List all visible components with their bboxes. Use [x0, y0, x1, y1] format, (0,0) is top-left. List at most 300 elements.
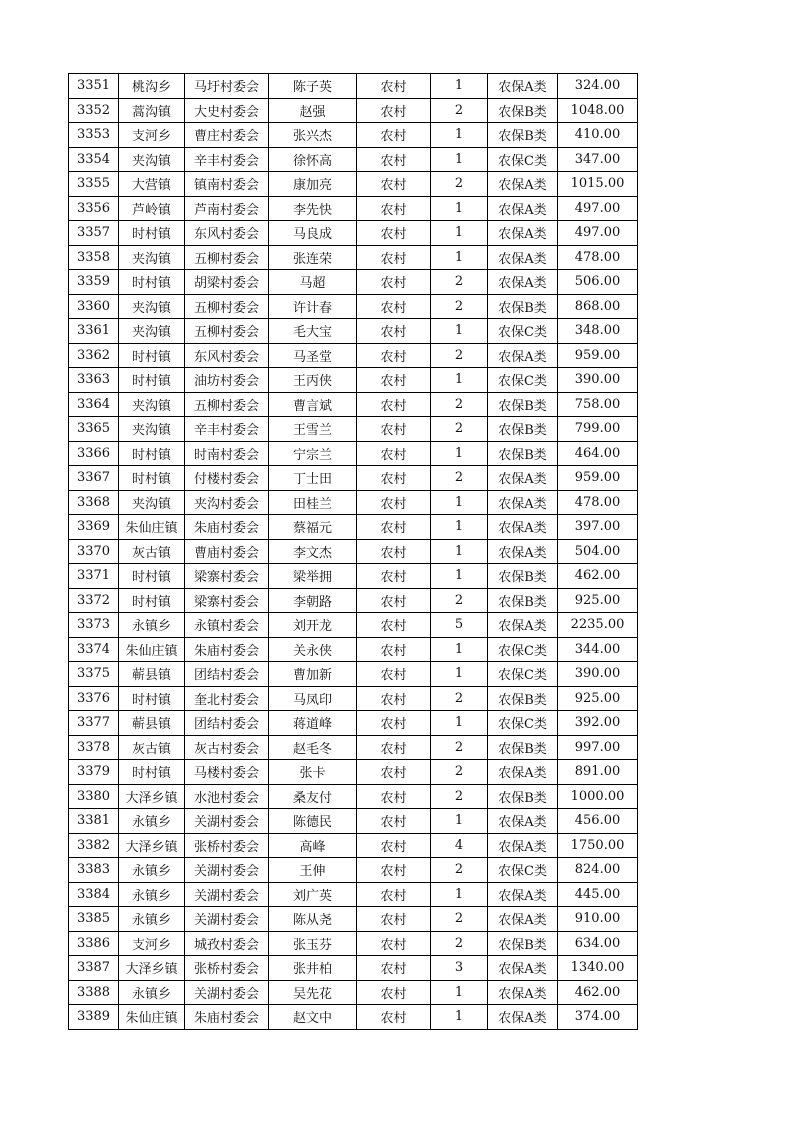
village-committee-cell: 时南村委会: [185, 441, 269, 466]
village-committee-cell: 关湖村委会: [185, 882, 269, 907]
person-name-cell: 王伸: [269, 858, 357, 883]
person-name-cell: 张井柏: [269, 956, 357, 981]
household-count-cell: 1: [431, 539, 488, 564]
village-committee-cell: 关湖村委会: [185, 858, 269, 883]
person-name-cell: 陈德民: [269, 809, 357, 834]
record-number-cell: 3389: [69, 1005, 119, 1030]
amount-cell: 392.00: [558, 711, 638, 736]
record-number-cell: 3374: [69, 637, 119, 662]
household-count-cell: 2: [431, 417, 488, 442]
person-name-cell: 吴先花: [269, 980, 357, 1005]
residence-type-cell: 农村: [357, 858, 431, 883]
table-row: [69, 147, 638, 172]
person-name-cell: 赵毛冬: [269, 735, 357, 760]
record-number-cell: 3356: [69, 196, 119, 221]
town-cell: 永镇乡: [119, 907, 185, 932]
table-row: [69, 760, 638, 785]
town-cell: 时村镇: [119, 441, 185, 466]
amount-cell: 462.00: [558, 564, 638, 589]
residence-type-cell: 农村: [357, 613, 431, 638]
residence-type-cell: 农村: [357, 784, 431, 809]
household-count-cell: 2: [431, 907, 488, 932]
table-row: [69, 539, 638, 564]
table-row: [69, 711, 638, 736]
household-count-cell: 1: [431, 564, 488, 589]
town-cell: 朱仙庄镇: [119, 637, 185, 662]
table-row: [69, 882, 638, 907]
household-count-cell: 2: [431, 686, 488, 711]
household-count-cell: 2: [431, 270, 488, 295]
record-number-cell: 3384: [69, 882, 119, 907]
person-name-cell: 蔡福元: [269, 515, 357, 540]
amount-cell: 997.00: [558, 735, 638, 760]
household-count-cell: 2: [431, 343, 488, 368]
insurance-category-cell: 农保A类: [488, 760, 558, 785]
amount-cell: 506.00: [558, 270, 638, 295]
insurance-category-cell: 农保B类: [488, 441, 558, 466]
household-count-cell: 5: [431, 613, 488, 638]
town-cell: 蕲县镇: [119, 711, 185, 736]
person-name-cell: 高峰: [269, 833, 357, 858]
household-count-cell: 1: [431, 711, 488, 736]
record-number-cell: 3382: [69, 833, 119, 858]
amount-cell: 344.00: [558, 637, 638, 662]
table-row: [69, 319, 638, 344]
household-count-cell: 1: [431, 196, 488, 221]
amount-cell: 910.00: [558, 907, 638, 932]
record-number-cell: 3365: [69, 417, 119, 442]
table-row: [69, 392, 638, 417]
residence-type-cell: 农村: [357, 662, 431, 687]
record-number-cell: 3358: [69, 245, 119, 270]
residence-type-cell: 农村: [357, 956, 431, 981]
town-cell: 时村镇: [119, 760, 185, 785]
table-row: [69, 98, 638, 123]
household-count-cell: 1: [431, 1005, 488, 1030]
insurance-category-cell: 农保B类: [488, 564, 558, 589]
table-row: [69, 172, 638, 197]
amount-cell: 348.00: [558, 319, 638, 344]
town-cell: 朱仙庄镇: [119, 1005, 185, 1030]
table-body: [69, 74, 638, 1030]
insurance-category-cell: 农保B类: [488, 98, 558, 123]
residence-type-cell: 农村: [357, 319, 431, 344]
table-row: [69, 221, 638, 246]
person-name-cell: 张卡: [269, 760, 357, 785]
residence-type-cell: 农村: [357, 123, 431, 148]
amount-cell: 2235.00: [558, 613, 638, 638]
table-row: [69, 637, 638, 662]
person-name-cell: 马良成: [269, 221, 357, 246]
record-number-cell: 3351: [69, 74, 119, 99]
residence-type-cell: 农村: [357, 196, 431, 221]
person-name-cell: 刘开龙: [269, 613, 357, 638]
town-cell: 时村镇: [119, 588, 185, 613]
person-name-cell: 宁宗兰: [269, 441, 357, 466]
amount-cell: 462.00: [558, 980, 638, 1005]
record-number-cell: 3367: [69, 466, 119, 491]
insurance-category-cell: 农保A类: [488, 1005, 558, 1030]
household-count-cell: 1: [431, 809, 488, 834]
insurance-category-cell: 农保C类: [488, 858, 558, 883]
amount-cell: 456.00: [558, 809, 638, 834]
town-cell: 时村镇: [119, 343, 185, 368]
person-name-cell: 徐怀高: [269, 147, 357, 172]
residence-type-cell: 农村: [357, 686, 431, 711]
record-number-cell: 3352: [69, 98, 119, 123]
amount-cell: 959.00: [558, 343, 638, 368]
household-count-cell: 1: [431, 221, 488, 246]
household-count-cell: 1: [431, 147, 488, 172]
residence-type-cell: 农村: [357, 1005, 431, 1030]
person-name-cell: 毛大宝: [269, 319, 357, 344]
town-cell: 时村镇: [119, 221, 185, 246]
table-row: [69, 368, 638, 393]
amount-cell: 504.00: [558, 539, 638, 564]
village-committee-cell: 东风村委会: [185, 343, 269, 368]
village-committee-cell: 朱庙村委会: [185, 637, 269, 662]
person-name-cell: 关永侠: [269, 637, 357, 662]
household-count-cell: 2: [431, 98, 488, 123]
record-number-cell: 3364: [69, 392, 119, 417]
residence-type-cell: 农村: [357, 245, 431, 270]
person-name-cell: 刘广英: [269, 882, 357, 907]
insurance-category-cell: 农保B类: [488, 686, 558, 711]
record-number-cell: 3354: [69, 147, 119, 172]
person-name-cell: 丁士田: [269, 466, 357, 491]
amount-cell: 758.00: [558, 392, 638, 417]
person-name-cell: 桑友付: [269, 784, 357, 809]
town-cell: 时村镇: [119, 368, 185, 393]
village-committee-cell: 团结村委会: [185, 711, 269, 736]
table-row: [69, 833, 638, 858]
amount-cell: 497.00: [558, 221, 638, 246]
amount-cell: 478.00: [558, 490, 638, 515]
town-cell: 时村镇: [119, 564, 185, 589]
insurance-category-cell: 农保A类: [488, 613, 558, 638]
residence-type-cell: 农村: [357, 74, 431, 99]
record-number-cell: 3383: [69, 858, 119, 883]
town-cell: 桃沟乡: [119, 74, 185, 99]
village-committee-cell: 付楼村委会: [185, 466, 269, 491]
insurance-category-cell: 农保B类: [488, 294, 558, 319]
person-name-cell: 陈从尧: [269, 907, 357, 932]
insurance-category-cell: 农保C类: [488, 711, 558, 736]
person-name-cell: 李先快: [269, 196, 357, 221]
amount-cell: 464.00: [558, 441, 638, 466]
insurance-category-cell: 农保A类: [488, 809, 558, 834]
village-committee-cell: 朱庙村委会: [185, 1005, 269, 1030]
person-name-cell: 田桂兰: [269, 490, 357, 515]
person-name-cell: 蒋道峰: [269, 711, 357, 736]
residence-type-cell: 农村: [357, 466, 431, 491]
record-number-cell: 3360: [69, 294, 119, 319]
insurance-category-cell: 农保C类: [488, 147, 558, 172]
table-row: [69, 809, 638, 834]
town-cell: 大营镇: [119, 172, 185, 197]
household-count-cell: 1: [431, 123, 488, 148]
amount-cell: 891.00: [558, 760, 638, 785]
village-committee-cell: 水池村委会: [185, 784, 269, 809]
residence-type-cell: 农村: [357, 907, 431, 932]
table-row: [69, 343, 638, 368]
amount-cell: 324.00: [558, 74, 638, 99]
household-count-cell: 2: [431, 760, 488, 785]
amount-cell: 410.00: [558, 123, 638, 148]
residence-type-cell: 农村: [357, 441, 431, 466]
table-row: [69, 980, 638, 1005]
household-count-cell: 2: [431, 466, 488, 491]
household-count-cell: 1: [431, 980, 488, 1005]
village-committee-cell: 曹庙村委会: [185, 539, 269, 564]
village-committee-cell: 关湖村委会: [185, 907, 269, 932]
village-committee-cell: 团结村委会: [185, 662, 269, 687]
record-number-cell: 3381: [69, 809, 119, 834]
table-row: [69, 907, 638, 932]
insurance-category-cell: 农保B类: [488, 784, 558, 809]
residence-type-cell: 农村: [357, 98, 431, 123]
person-name-cell: 马凤印: [269, 686, 357, 711]
residence-type-cell: 农村: [357, 564, 431, 589]
village-committee-cell: 东风村委会: [185, 221, 269, 246]
record-number-cell: 3378: [69, 735, 119, 760]
table-row: [69, 956, 638, 981]
insurance-category-cell: 农保A类: [488, 172, 558, 197]
insurance-category-cell: 农保A类: [488, 833, 558, 858]
residence-type-cell: 农村: [357, 711, 431, 736]
record-number-cell: 3379: [69, 760, 119, 785]
village-committee-cell: 张桥村委会: [185, 956, 269, 981]
insurance-category-cell: 农保B类: [488, 588, 558, 613]
insurance-category-cell: 农保A类: [488, 956, 558, 981]
village-committee-cell: 关湖村委会: [185, 809, 269, 834]
amount-cell: 478.00: [558, 245, 638, 270]
person-name-cell: 王雪兰: [269, 417, 357, 442]
town-cell: 永镇乡: [119, 809, 185, 834]
town-cell: 时村镇: [119, 466, 185, 491]
insurance-category-cell: 农保A类: [488, 539, 558, 564]
record-number-cell: 3355: [69, 172, 119, 197]
residence-type-cell: 农村: [357, 980, 431, 1005]
village-committee-cell: 关湖村委会: [185, 980, 269, 1005]
residence-type-cell: 农村: [357, 368, 431, 393]
village-committee-cell: 大史村委会: [185, 98, 269, 123]
table-row: [69, 564, 638, 589]
table-row: [69, 735, 638, 760]
village-committee-cell: 胡梁村委会: [185, 270, 269, 295]
town-cell: 朱仙庄镇: [119, 515, 185, 540]
table-row: [69, 784, 638, 809]
record-number-cell: 3372: [69, 588, 119, 613]
record-number-cell: 3370: [69, 539, 119, 564]
person-name-cell: 马超: [269, 270, 357, 295]
record-number-cell: 3368: [69, 490, 119, 515]
insurance-category-cell: 农保B类: [488, 123, 558, 148]
record-number-cell: 3386: [69, 931, 119, 956]
household-count-cell: 1: [431, 662, 488, 687]
amount-cell: 374.00: [558, 1005, 638, 1030]
amount-cell: 634.00: [558, 931, 638, 956]
record-number-cell: 3380: [69, 784, 119, 809]
village-committee-cell: 五柳村委会: [185, 294, 269, 319]
residence-type-cell: 农村: [357, 270, 431, 295]
insurance-category-cell: 农保B类: [488, 417, 558, 442]
household-count-cell: 2: [431, 392, 488, 417]
residence-type-cell: 农村: [357, 760, 431, 785]
household-count-cell: 2: [431, 294, 488, 319]
insurance-category-cell: 农保A类: [488, 907, 558, 932]
table-row: [69, 490, 638, 515]
amount-cell: 1340.00: [558, 956, 638, 981]
town-cell: 支河乡: [119, 123, 185, 148]
insurance-category-cell: 农保A类: [488, 196, 558, 221]
amount-cell: 824.00: [558, 858, 638, 883]
town-cell: 永镇乡: [119, 613, 185, 638]
record-number-cell: 3362: [69, 343, 119, 368]
record-number-cell: 3375: [69, 662, 119, 687]
residence-type-cell: 农村: [357, 172, 431, 197]
village-committee-cell: 张桥村委会: [185, 833, 269, 858]
household-count-cell: 1: [431, 368, 488, 393]
table-row: [69, 858, 638, 883]
table-row: [69, 245, 638, 270]
town-cell: 夹沟镇: [119, 147, 185, 172]
insurance-category-cell: 农保A类: [488, 466, 558, 491]
residence-type-cell: 农村: [357, 515, 431, 540]
record-number-cell: 3387: [69, 956, 119, 981]
person-name-cell: 梁举拥: [269, 564, 357, 589]
insurance-category-cell: 农保C类: [488, 319, 558, 344]
town-cell: 蕲县镇: [119, 662, 185, 687]
person-name-cell: 李朝路: [269, 588, 357, 613]
village-committee-cell: 镇南村委会: [185, 172, 269, 197]
town-cell: 永镇乡: [119, 980, 185, 1005]
insurance-category-cell: 农保C类: [488, 368, 558, 393]
residence-type-cell: 农村: [357, 490, 431, 515]
amount-cell: 497.00: [558, 196, 638, 221]
household-count-cell: 1: [431, 319, 488, 344]
household-count-cell: 1: [431, 74, 488, 99]
village-committee-cell: 曹庄村委会: [185, 123, 269, 148]
village-committee-cell: 梁寨村委会: [185, 564, 269, 589]
village-committee-cell: 梁寨村委会: [185, 588, 269, 613]
record-number-cell: 3353: [69, 123, 119, 148]
insurance-category-cell: 农保A类: [488, 343, 558, 368]
record-number-cell: 3363: [69, 368, 119, 393]
village-committee-cell: 奎北村委会: [185, 686, 269, 711]
table-row: [69, 466, 638, 491]
residence-type-cell: 农村: [357, 539, 431, 564]
insurance-category-cell: 农保A类: [488, 515, 558, 540]
residence-type-cell: 农村: [357, 882, 431, 907]
household-count-cell: 1: [431, 637, 488, 662]
village-committee-cell: 五柳村委会: [185, 245, 269, 270]
insurance-category-cell: 农保A类: [488, 74, 558, 99]
town-cell: 夹沟镇: [119, 392, 185, 417]
table-row: [69, 588, 638, 613]
household-count-cell: 2: [431, 735, 488, 760]
record-number-cell: 3371: [69, 564, 119, 589]
village-committee-cell: 辛丰村委会: [185, 417, 269, 442]
residence-type-cell: 农村: [357, 294, 431, 319]
village-committee-cell: 马圩村委会: [185, 74, 269, 99]
residence-type-cell: 农村: [357, 637, 431, 662]
record-number-cell: 3373: [69, 613, 119, 638]
town-cell: 支河乡: [119, 931, 185, 956]
record-number-cell: 3376: [69, 686, 119, 711]
person-name-cell: 赵强: [269, 98, 357, 123]
amount-cell: 1048.00: [558, 98, 638, 123]
amount-cell: 1750.00: [558, 833, 638, 858]
residence-type-cell: 农村: [357, 833, 431, 858]
amount-cell: 868.00: [558, 294, 638, 319]
household-count-cell: 1: [431, 441, 488, 466]
village-committee-cell: 五柳村委会: [185, 319, 269, 344]
insurance-category-cell: 农保A类: [488, 221, 558, 246]
amount-cell: 959.00: [558, 466, 638, 491]
table-row: [69, 515, 638, 540]
village-committee-cell: 马楼村委会: [185, 760, 269, 785]
town-cell: 夹沟镇: [119, 319, 185, 344]
town-cell: 夹沟镇: [119, 294, 185, 319]
amount-cell: 445.00: [558, 882, 638, 907]
table-row: [69, 196, 638, 221]
table-row: [69, 686, 638, 711]
insurance-category-cell: 农保A类: [488, 245, 558, 270]
household-count-cell: 1: [431, 882, 488, 907]
village-committee-cell: 朱庙村委会: [185, 515, 269, 540]
village-committee-cell: 辛丰村委会: [185, 147, 269, 172]
residence-type-cell: 农村: [357, 147, 431, 172]
table-row: [69, 270, 638, 295]
residence-type-cell: 农村: [357, 931, 431, 956]
table-row: [69, 294, 638, 319]
town-cell: 大泽乡镇: [119, 956, 185, 981]
insurance-category-cell: 农保A类: [488, 270, 558, 295]
town-cell: 夹沟镇: [119, 417, 185, 442]
village-committee-cell: 五柳村委会: [185, 392, 269, 417]
town-cell: 夹沟镇: [119, 490, 185, 515]
residence-type-cell: 农村: [357, 221, 431, 246]
household-count-cell: 1: [431, 515, 488, 540]
town-cell: 永镇乡: [119, 882, 185, 907]
person-name-cell: 陈子英: [269, 74, 357, 99]
village-committee-cell: 城孜村委会: [185, 931, 269, 956]
town-cell: 时村镇: [119, 270, 185, 295]
town-cell: 灰古镇: [119, 735, 185, 760]
insurance-category-cell: 农保B类: [488, 392, 558, 417]
household-count-cell: 1: [431, 245, 488, 270]
residence-type-cell: 农村: [357, 343, 431, 368]
amount-cell: 1015.00: [558, 172, 638, 197]
person-name-cell: 马圣堂: [269, 343, 357, 368]
household-count-cell: 2: [431, 588, 488, 613]
village-committee-cell: 灰古村委会: [185, 735, 269, 760]
residence-type-cell: 农村: [357, 735, 431, 760]
residence-type-cell: 农村: [357, 588, 431, 613]
person-name-cell: 赵文中: [269, 1005, 357, 1030]
amount-cell: 799.00: [558, 417, 638, 442]
insurance-category-cell: 农保A类: [488, 490, 558, 515]
record-number-cell: 3385: [69, 907, 119, 932]
town-cell: 芦岭镇: [119, 196, 185, 221]
person-name-cell: 康加亮: [269, 172, 357, 197]
household-count-cell: 3: [431, 956, 488, 981]
person-name-cell: 曹加新: [269, 662, 357, 687]
table-row: [69, 613, 638, 638]
insurance-records-table: [68, 73, 638, 1030]
amount-cell: 347.00: [558, 147, 638, 172]
